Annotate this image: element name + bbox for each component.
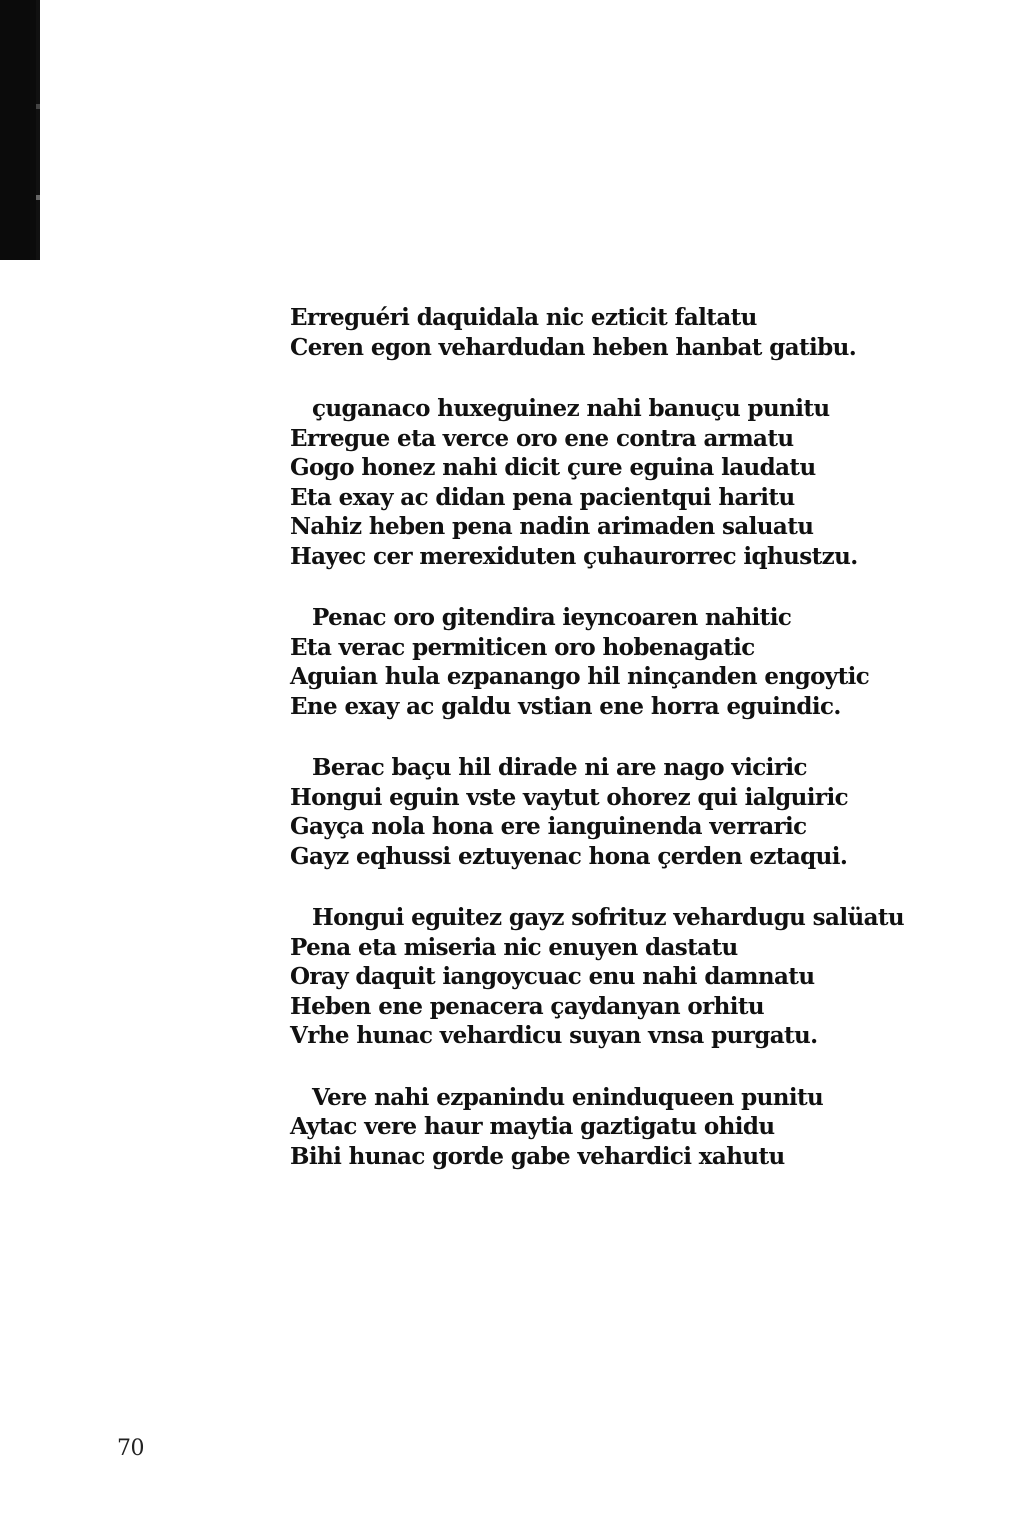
poem-line: Hayec cer merexiduten çuhaurorrec iqhustzu.: [290, 542, 858, 570]
poem-line: Pena eta miseria nic enuyen dastatu: [290, 933, 738, 961]
poem-line: Nahiz heben pena nadin arimaden saluatu: [290, 513, 814, 540]
poem-line: Eta exay ac didan pena pacientqui haritu: [290, 483, 795, 511]
poem-line: Gayz eqhussi eztuyenac hona çerden eztaqui.: [290, 842, 848, 870]
stanza-1: [290, 303, 890, 362]
stanza-5: [290, 903, 905, 1051]
poem-line: Penac oro gitendira ieyncoaren nahitic: [312, 604, 792, 631]
stanza-3: [290, 603, 890, 721]
poem-line: Gogo honez nahi dicit çure eguina laudatu: [290, 454, 816, 481]
poem-line: Hongui eguin vste vaytut ohorez qui ialguiric: [290, 783, 848, 811]
poem-line: Aytac vere haur maytia gaztigatu ohidu: [290, 1113, 775, 1140]
poem-line: Erreguéri daquidala nic ezticit faltatu: [290, 304, 757, 331]
stanza-2: [290, 394, 890, 571]
poem-line: Vere nahi ezpanindu eninduqueen punitu: [312, 1083, 824, 1111]
poem-line: Vrhe hunac vehardicu suyan vnsa purgatu.: [290, 1022, 818, 1049]
poem-line: Berac baçu hil dirade ni are nago viciric: [312, 754, 807, 781]
poem-line: Ceren egon vehardudan heben hanbat gatibu.: [290, 333, 857, 361]
poem-line: Bihi hunac gorde gabe vehardici xahutu: [290, 1142, 785, 1170]
scan-edge-bar: [0, 0, 36, 260]
stanza-6: [290, 1083, 890, 1172]
poem-line: Erregue eta verce oro ene contra armatu: [290, 424, 794, 452]
poem-line: Gayça nola hona ere ianguinenda verraric: [290, 813, 807, 840]
poem-line: Ene exay ac galdu vstian ene horra eguindic.: [290, 692, 841, 720]
poem-line: Heben ene penacera çaydanyan orhitu: [290, 992, 765, 1020]
poem-line: Oray daquit iangoycuac enu nahi damnatu: [290, 963, 815, 990]
poem-line: çuganaco huxeguinez nahi banuçu punitu: [312, 395, 830, 422]
poem-line: Aguian hula ezpanango hil ninçanden engoytic: [290, 663, 870, 690]
poem-line: Hongui eguitez gayz sofrituz vehardugu salüatu: [312, 904, 905, 931]
stanza-4: [290, 753, 890, 871]
page-number: 70: [117, 1436, 144, 1461]
poem-text: [290, 303, 905, 1203]
poem-line: Eta verac permiticen oro hobenagatic: [290, 633, 755, 661]
